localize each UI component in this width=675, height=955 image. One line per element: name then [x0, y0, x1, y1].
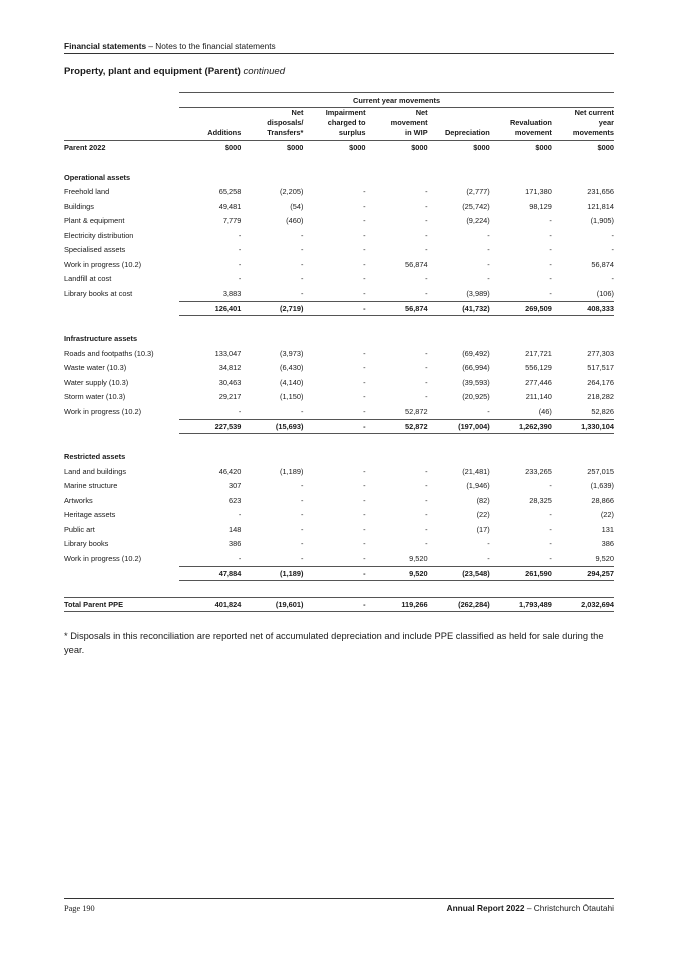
- row-value: -: [487, 230, 490, 240]
- column-header: [179, 108, 241, 141]
- table-row: [64, 346, 614, 361]
- column-header-line: movement: [514, 128, 552, 137]
- table-row: [64, 537, 614, 552]
- row-value: -: [238, 406, 242, 416]
- row-value: 49,481: [218, 201, 242, 211]
- row-value: -: [300, 495, 304, 505]
- total-value: (19,601): [241, 597, 303, 611]
- row-value: 46,420: [218, 466, 242, 476]
- column-header-line: Depreciation: [444, 128, 490, 137]
- row-value: (1,189): [280, 466, 304, 476]
- row-value: -: [549, 259, 552, 269]
- row-value: -: [487, 274, 490, 284]
- row-value: (39,593): [462, 377, 490, 387]
- column-header-line: Impairment: [325, 108, 366, 117]
- row-value: -: [549, 216, 552, 226]
- row-value: -: [363, 230, 366, 240]
- header-section: Financial statements: [64, 41, 147, 51]
- row-label: Plant & equipment: [64, 216, 125, 226]
- subtotal-value: 47,884: [179, 566, 241, 580]
- row-value: -: [487, 539, 490, 549]
- row-value: -: [549, 481, 552, 491]
- subtotal-row: [64, 566, 614, 580]
- row-value: 277,303: [587, 348, 614, 358]
- subtotal-value: 1,330,104: [552, 419, 614, 433]
- row-value: (1,946): [466, 481, 490, 491]
- section-title-row: [64, 332, 614, 347]
- subtotal-row: [64, 301, 614, 315]
- row-value: -: [363, 274, 366, 284]
- column-header-line: surplus: [338, 128, 366, 137]
- row-value: 28,325: [529, 495, 552, 505]
- row-value: -: [363, 259, 366, 269]
- subtotal-value: -: [303, 566, 365, 580]
- column-unit: $000: [303, 141, 365, 155]
- row-value: -: [363, 288, 366, 298]
- table-row: [64, 479, 614, 494]
- row-value: (22): [476, 510, 490, 520]
- row-value: 30,463: [218, 377, 242, 387]
- blank-cell: [64, 108, 179, 141]
- row-value: -: [487, 553, 490, 563]
- column-header-line: movement: [390, 118, 428, 127]
- table-row: [64, 243, 614, 258]
- row-label: Public art: [64, 524, 95, 534]
- table-row: [64, 493, 614, 508]
- title-suffix: continued: [243, 66, 286, 77]
- row-value: 56,874: [591, 259, 614, 269]
- column-header: [241, 108, 303, 141]
- column-header-line: Revaluation: [509, 118, 552, 127]
- row-value: -: [238, 553, 242, 563]
- table-row: [64, 390, 614, 405]
- footer-report: [447, 903, 614, 913]
- row-value: 623: [228, 495, 242, 505]
- row-value: -: [487, 259, 490, 269]
- row-value: -: [425, 216, 428, 226]
- title-main: Property, plant and equipment (Parent): [64, 66, 241, 77]
- row-value: -: [363, 495, 366, 505]
- row-value: -: [425, 377, 428, 387]
- row-value: (54): [290, 201, 304, 211]
- row-value: (1,150): [280, 392, 304, 402]
- total-row: [64, 597, 614, 611]
- row-value: (3,989): [466, 288, 490, 298]
- row-value: 98,129: [529, 201, 552, 211]
- row-value: -: [425, 481, 428, 491]
- row-value: -: [300, 230, 304, 240]
- row-value: -: [363, 216, 366, 226]
- row-value: (25,742): [462, 201, 490, 211]
- row-value: -: [300, 288, 304, 298]
- row-value: -: [363, 510, 366, 520]
- subtotal-value: (197,004): [428, 419, 490, 433]
- row-value: 277,446: [525, 377, 552, 387]
- subtotal-value: (2,719): [241, 301, 303, 315]
- table-row: [64, 508, 614, 523]
- row-value: -: [425, 274, 428, 284]
- row-value: -: [238, 245, 242, 255]
- column-header-line: Transfers*: [267, 128, 304, 137]
- table-row: [64, 228, 614, 243]
- section-title: Restricted assets: [64, 452, 126, 462]
- column-header: [303, 108, 365, 141]
- header-subsection: – Notes to the financial statements: [148, 41, 276, 51]
- row-value: -: [363, 377, 366, 387]
- row-value: -: [549, 510, 552, 520]
- row-value: -: [363, 201, 366, 211]
- column-header-line: Net: [415, 108, 428, 117]
- row-value: 7,779: [222, 216, 242, 226]
- column-header: [366, 108, 428, 141]
- row-value: -: [549, 553, 552, 563]
- row-value: -: [425, 510, 428, 520]
- total-label: Total Parent PPE: [64, 597, 179, 611]
- row-value: 65,258: [218, 187, 242, 197]
- row-value: -: [300, 274, 304, 284]
- subtotal-value: 408,333: [552, 301, 614, 315]
- subtotal-value: (23,548): [428, 566, 490, 580]
- row-value: (20,925): [462, 392, 490, 402]
- column-header: [490, 108, 552, 141]
- row-label: Waste water (10.3): [64, 363, 127, 373]
- row-value: 556,129: [525, 363, 552, 373]
- row-value: -: [363, 539, 366, 549]
- footer-org: – Christchurch Ōtautahi: [526, 903, 614, 913]
- column-unit: $000: [552, 141, 614, 155]
- row-value: -: [425, 348, 428, 358]
- subtotal-value: (15,693): [241, 419, 303, 433]
- table-row: [64, 464, 614, 479]
- subtotal-value: 269,509: [490, 301, 552, 315]
- row-value: -: [363, 466, 366, 476]
- row-value: -: [611, 230, 614, 240]
- row-label: Freehold land: [64, 187, 110, 197]
- total-value: -: [303, 597, 365, 611]
- row-value: (3,973): [280, 348, 304, 358]
- spacer-row: [64, 580, 614, 597]
- total-value: 401,824: [179, 597, 241, 611]
- row-value: -: [549, 539, 552, 549]
- row-value: (9,224): [466, 216, 490, 226]
- row-value: 52,826: [591, 406, 614, 416]
- row-value: -: [425, 363, 428, 373]
- row-value: -: [487, 245, 490, 255]
- column-header-line: Net current: [574, 108, 614, 117]
- row-value: -: [238, 274, 242, 284]
- row-value: -: [425, 288, 428, 298]
- table-row: [64, 286, 614, 301]
- row-value: 9,520: [409, 553, 428, 563]
- row-value: 257,015: [587, 466, 614, 476]
- row-value: -: [363, 348, 366, 358]
- table-row: [64, 375, 614, 390]
- subtotal-value: -: [303, 301, 365, 315]
- row-value: -: [425, 187, 428, 197]
- row-value: -: [425, 466, 428, 476]
- subtotal-value: (41,732): [428, 301, 490, 315]
- row-value: 34,812: [218, 363, 242, 373]
- row-label: Work in progress (10.2): [64, 407, 142, 416]
- row-value: 29,217: [218, 392, 242, 402]
- row-value: -: [549, 274, 552, 284]
- row-value: -: [363, 406, 366, 416]
- row-value: -: [300, 553, 304, 563]
- table-row: [64, 272, 614, 287]
- row-label: Buildings: [64, 201, 94, 211]
- row-value: -: [363, 392, 366, 402]
- table-row: [64, 199, 614, 214]
- subtotal-value: 1,262,390: [490, 419, 552, 433]
- row-label: Library books: [64, 539, 109, 549]
- column-header-line: disposals/: [267, 118, 304, 127]
- row-value: -: [425, 392, 428, 402]
- column-header-line: charged to: [327, 118, 366, 127]
- section-title: Operational assets: [64, 172, 131, 182]
- row-value: -: [425, 495, 428, 505]
- row-value: -: [611, 274, 614, 284]
- row-value: 9,520: [595, 553, 614, 563]
- row-value: -: [363, 524, 366, 534]
- row-value: -: [363, 481, 366, 491]
- row-value: 52,872: [405, 406, 428, 416]
- table-row: [64, 404, 614, 419]
- row-value: -: [363, 187, 366, 197]
- row-value: 171,380: [525, 187, 552, 197]
- row-value: -: [611, 245, 614, 255]
- row-value: (1,639): [590, 481, 614, 491]
- column-unit: $000: [428, 141, 490, 155]
- row-value: (1,905): [590, 216, 614, 226]
- column-header-line: movements: [572, 128, 614, 137]
- row-label: Land and buildings: [64, 466, 127, 476]
- row-value: (46): [538, 406, 552, 416]
- row-value: -: [549, 524, 552, 534]
- spacer-row: [64, 315, 614, 332]
- row-value: -: [363, 553, 366, 563]
- subtotal-label: [64, 419, 179, 433]
- row-value: -: [300, 406, 304, 416]
- subtotal-label: [64, 301, 179, 315]
- row-value: -: [300, 259, 304, 269]
- blank-cell: [64, 93, 179, 108]
- row-label: Storm water (10.3): [64, 392, 126, 402]
- table-row: [64, 522, 614, 537]
- row-value: 131: [601, 524, 614, 534]
- column-header: [428, 108, 490, 141]
- group-header: Current year movements: [179, 93, 614, 108]
- table-row: [64, 361, 614, 376]
- column-header-line: in WIP: [405, 128, 428, 137]
- row-label: Work in progress (10.2): [64, 259, 142, 269]
- row-value: -: [549, 245, 552, 255]
- row-value: 218,282: [587, 392, 614, 402]
- row-label: Artworks: [64, 495, 93, 505]
- row-value: (21,481): [462, 466, 490, 476]
- column-unit: $000: [241, 141, 303, 155]
- row-label: Water supply (10.3): [64, 377, 129, 387]
- column-unit: $000: [366, 141, 428, 155]
- column-header-row: [64, 108, 614, 141]
- table-row: [64, 551, 614, 566]
- row-label: Landfill at cost: [64, 274, 112, 284]
- row-value: 517,517: [587, 363, 614, 373]
- row-value: (460): [286, 216, 304, 226]
- subtotal-value: 126,401: [179, 301, 241, 315]
- row-value: 307: [228, 481, 242, 491]
- page-number: Page 190: [64, 904, 95, 913]
- column-unit: $000: [179, 141, 241, 155]
- row-value: 211,140: [525, 392, 552, 402]
- footer-report-title: Annual Report 2022: [446, 903, 525, 913]
- row-value: -: [300, 481, 304, 491]
- ppe-table: [64, 92, 614, 612]
- row-value: -: [425, 245, 428, 255]
- row-value: 386: [228, 539, 242, 549]
- row-label: Specialised assets: [64, 245, 126, 255]
- spacer-cell: [64, 433, 614, 450]
- table-row: [64, 214, 614, 229]
- row-value: 233,265: [525, 466, 552, 476]
- row-value: -: [363, 363, 366, 373]
- row-label: Heritage assets: [64, 510, 116, 520]
- row-label: Roads and footpaths (10.3): [64, 348, 154, 358]
- row-value: (6,430): [280, 363, 304, 373]
- row-value: -: [300, 510, 304, 520]
- row-value: -: [549, 288, 552, 298]
- row-label: Marine structure: [64, 481, 118, 491]
- row-value: -: [300, 539, 304, 549]
- section-title-row: [64, 450, 614, 465]
- subtotal-value: 52,872: [366, 419, 428, 433]
- row-value: (66,994): [462, 363, 490, 373]
- row-label: Work in progress (10.2): [64, 554, 142, 563]
- subtotal-label: [64, 566, 179, 580]
- units-row: [64, 141, 614, 155]
- footnote: * Disposals in this reconciliation are reported net of accumulated depreciation and include PPE classified as held for sale during the year.: [64, 631, 604, 655]
- row-value: (106): [596, 288, 614, 298]
- section-title: Infrastructure assets: [64, 334, 138, 344]
- row-value: 121,814: [587, 201, 614, 211]
- row-value: -: [549, 230, 552, 240]
- row-value: 28,866: [591, 495, 614, 505]
- row-value: -: [425, 201, 428, 211]
- row-value: (17): [476, 524, 490, 534]
- row-value: (82): [476, 495, 490, 505]
- subtotal-value: 294,257: [552, 566, 614, 580]
- row-value: 217,721: [525, 348, 552, 358]
- row-value: 264,176: [587, 377, 614, 387]
- section-title-row: [64, 170, 614, 185]
- column-header-line: Additions: [207, 128, 242, 137]
- column-header-line: year: [598, 118, 614, 127]
- spacer-cell: [64, 315, 614, 332]
- row-value: 231,656: [587, 187, 614, 197]
- spacer-row: [64, 154, 614, 170]
- table-row: [64, 185, 614, 200]
- subtotal-value: 56,874: [366, 301, 428, 315]
- subtotal-value: 9,520: [366, 566, 428, 580]
- row-value: (2,205): [280, 187, 304, 197]
- spacer-cell: [64, 580, 614, 597]
- row-label: Library books at cost: [64, 289, 133, 298]
- row-value: 3,883: [222, 288, 242, 298]
- column-unit: $000: [490, 141, 552, 155]
- row-value: -: [487, 406, 490, 416]
- table-row: [64, 257, 614, 272]
- column-header-line: Net: [291, 108, 304, 117]
- page-title: [64, 66, 285, 77]
- subtotal-value: -: [303, 419, 365, 433]
- page-footer: [64, 898, 614, 913]
- row-label: Electricity distribution: [64, 230, 134, 240]
- spacer-row: [64, 433, 614, 450]
- row-value: -: [300, 524, 304, 534]
- subtotal-value: (1,189): [241, 566, 303, 580]
- row-value: -: [425, 539, 428, 549]
- row-value: -: [425, 524, 428, 534]
- group-header-row: [64, 93, 614, 108]
- row-value: -: [300, 245, 304, 255]
- row-value: 148: [228, 524, 242, 534]
- row-value: (69,492): [462, 348, 490, 358]
- subtotal-value: 261,590: [490, 566, 552, 580]
- row-value: -: [425, 230, 428, 240]
- total-value: 119,266: [366, 597, 428, 611]
- spacer-cell: [64, 154, 614, 170]
- row-value: 386: [601, 539, 614, 549]
- row-value: 133,047: [214, 348, 242, 358]
- row-value: -: [363, 245, 366, 255]
- total-value: 2,032,694: [552, 597, 614, 611]
- row-value: (4,140): [280, 377, 304, 387]
- total-value: (262,284): [428, 597, 490, 611]
- column-header: [552, 108, 614, 141]
- row-value: 56,874: [405, 259, 428, 269]
- row-value: (2,777): [466, 187, 490, 197]
- row-value: -: [238, 259, 242, 269]
- total-value: 1,793,489: [490, 597, 552, 611]
- row-value: -: [238, 230, 242, 240]
- row-label-header: Parent 2022: [64, 141, 179, 155]
- subtotal-value: 227,539: [179, 419, 241, 433]
- page-header: [64, 41, 614, 54]
- row-value: -: [238, 510, 242, 520]
- row-value: (22): [600, 510, 614, 520]
- subtotal-row: [64, 419, 614, 433]
